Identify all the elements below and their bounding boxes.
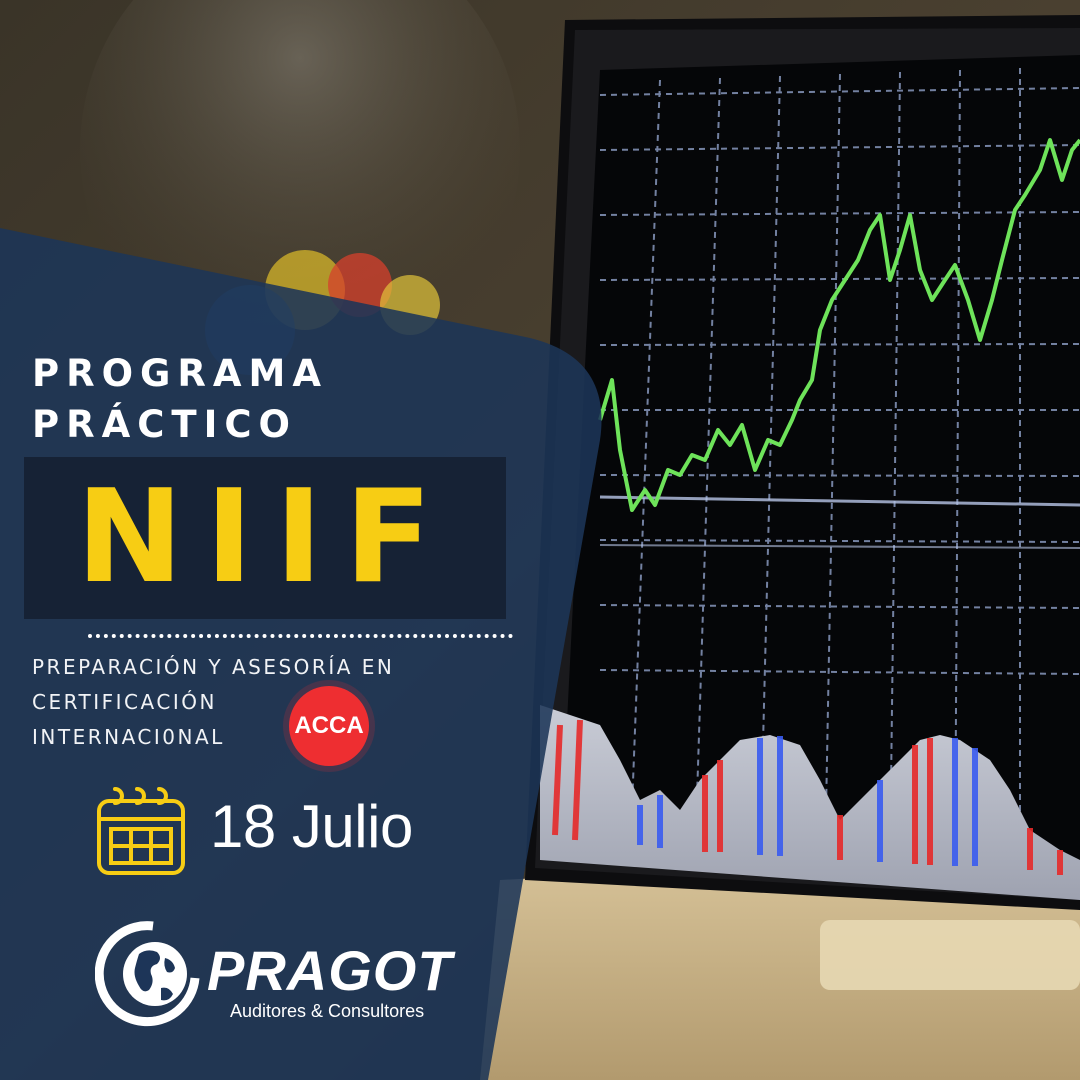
subtitle-line-2: CERTIFICACIÓN [32,690,217,714]
brand-name: PRAGOT [207,939,453,1002]
acca-badge-label: ACCA [294,712,364,739]
subtitle-line-1: PREPARACIÓN Y ASESORÍA EN [32,655,395,679]
dotted-divider [88,634,513,638]
calendar-icon [95,785,187,877]
heading-line-2: PRÁCTICO [32,403,298,446]
globe-icon [95,918,205,1028]
brand-logo [95,918,455,1028]
main-title: NIIF [76,463,454,612]
title-box [24,457,506,619]
heading-line-1: PROGRAMA [32,352,329,395]
brand-tagline: Auditores & Consultores [230,1001,425,1021]
event-date: 18 Julio [210,793,413,860]
acca-badge [289,686,369,766]
subtitle-line-3: INTERNACI0NAL [32,725,225,749]
